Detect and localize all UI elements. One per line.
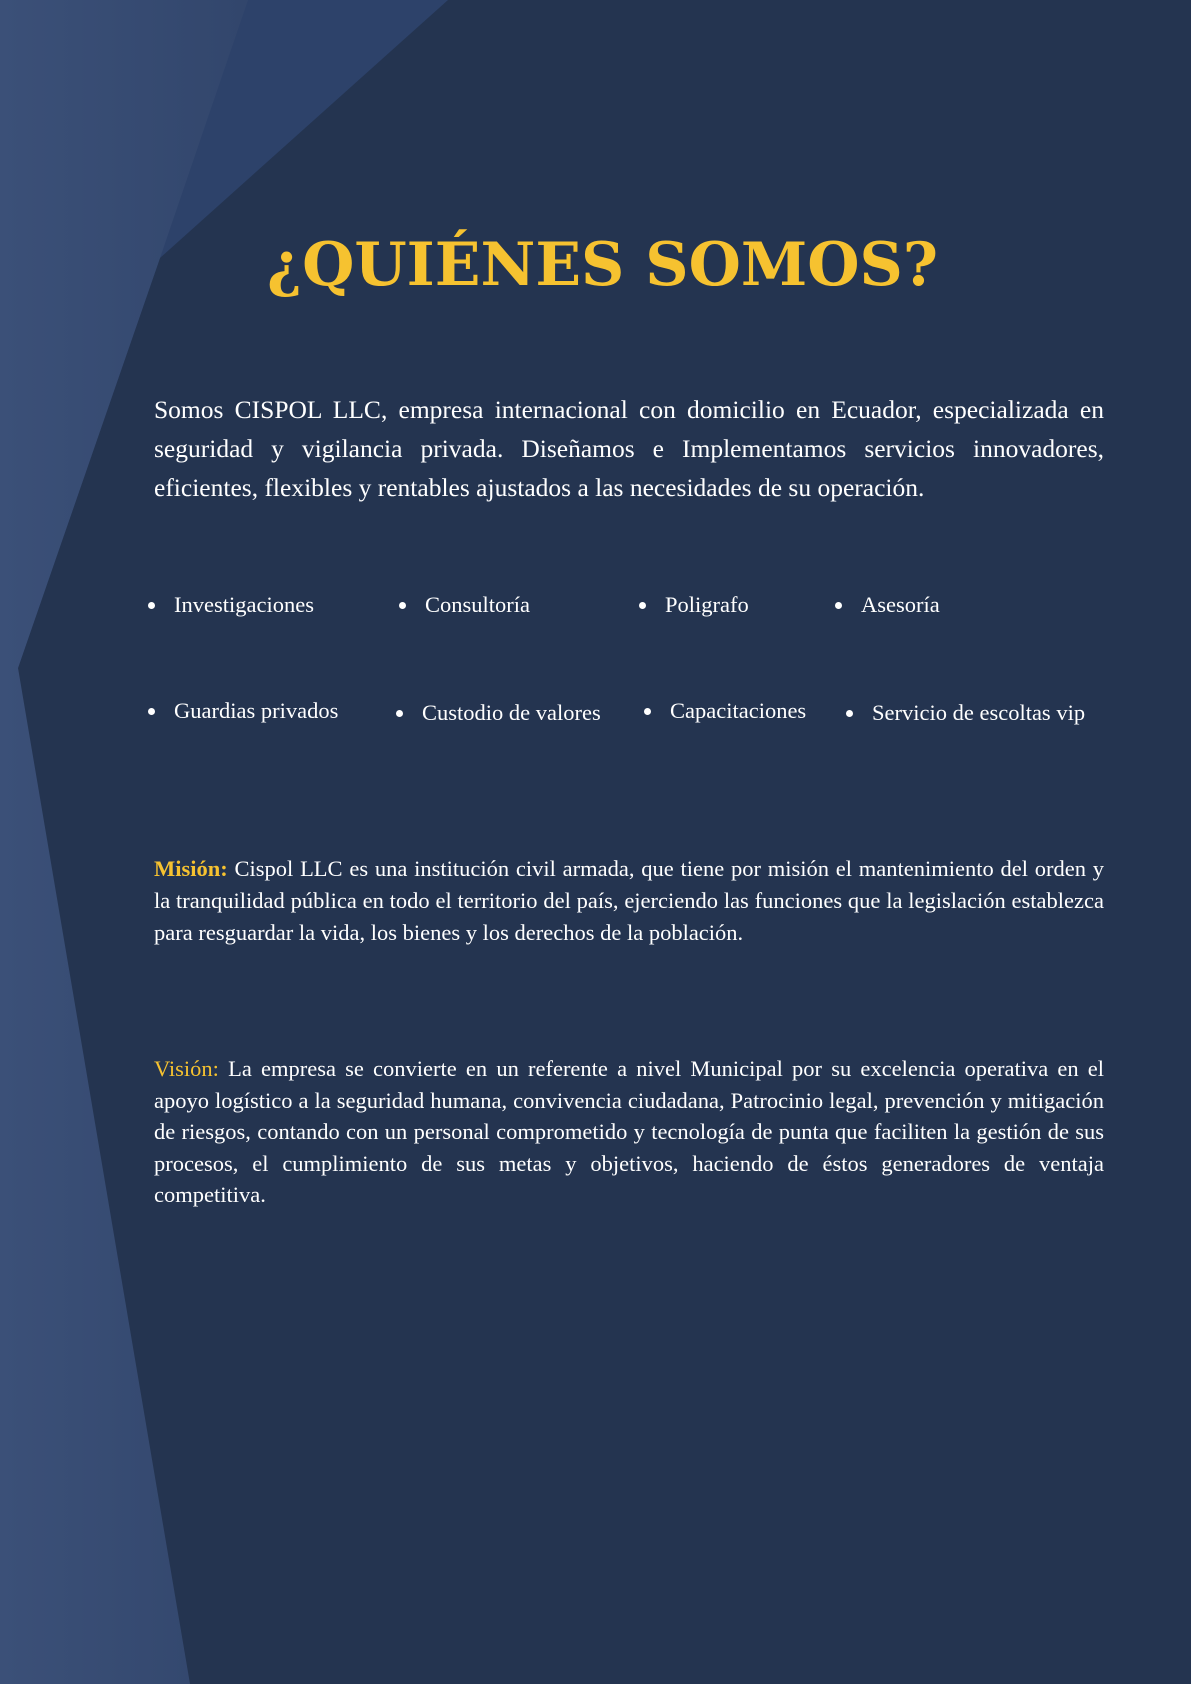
service-item xyxy=(665,590,749,620)
service-label: Asesoría xyxy=(861,592,940,617)
service-item xyxy=(425,590,530,620)
bullet-icon xyxy=(396,710,403,717)
service-label: Capacitaciones xyxy=(670,698,807,723)
mission-label: Misión: xyxy=(154,856,228,881)
service-label: Investigaciones xyxy=(174,592,314,617)
vision-text: La empresa se convierte en un referente a nivel Municipal por su excelencia operativa en el apoyo logístico a la seguridad humana, convivencia ciudadana, Patrocinio legal, prevención y mitigación de riesgos, contando con un personal comprometido y tecnología de punta que faciliten la gestión de sus procesos, el cumplimiento de sus metas y objetivos, haciendo de éstos generadores de ventaja competitiva. xyxy=(154,1056,1104,1208)
intro-paragraph: Somos CISPOL LLC, empresa internacional con domicilio en Ecuador, especializada en seguridad y vigilancia privada. Diseñamos e Implementamos servicios innovadores, eficientes, flexibles y rentables ajustados a las necesidades de su operación. xyxy=(154,395,1104,502)
service-item xyxy=(174,696,338,726)
bullet-icon xyxy=(639,602,646,609)
service-label: Custodio de valores xyxy=(422,700,601,725)
service-label: Consultoría xyxy=(425,592,530,617)
bullet-icon xyxy=(399,602,406,609)
mission-text: Cispol LLC es una institución civil armada, que tiene por misión el mantenimiento del orden y la tranquilidad pública en todo el territorio del país, ejerciendo las funciones que la legislación establezca para resguardar la vida, los bienes y los derechos de la población. xyxy=(154,856,1104,945)
bullet-icon xyxy=(835,602,842,609)
service-label: Servicio de escoltas vip xyxy=(872,700,1086,725)
mission-paragraph xyxy=(154,853,1104,949)
vision-label: Visión: xyxy=(154,1056,219,1081)
vision-paragraph xyxy=(154,1053,1104,1211)
bullet-icon xyxy=(644,708,651,715)
service-item xyxy=(174,590,314,620)
service-label: Guardias privados xyxy=(174,698,339,723)
page-title: ¿QUIÉNES SOMOS? xyxy=(266,230,939,300)
bullet-icon xyxy=(148,602,155,609)
service-item xyxy=(422,698,601,728)
service-label: Poligrafo xyxy=(665,592,749,617)
service-item xyxy=(670,696,806,726)
bullet-icon xyxy=(846,710,853,717)
service-item xyxy=(872,698,1085,728)
bullet-icon xyxy=(148,708,155,715)
service-item xyxy=(861,590,940,620)
